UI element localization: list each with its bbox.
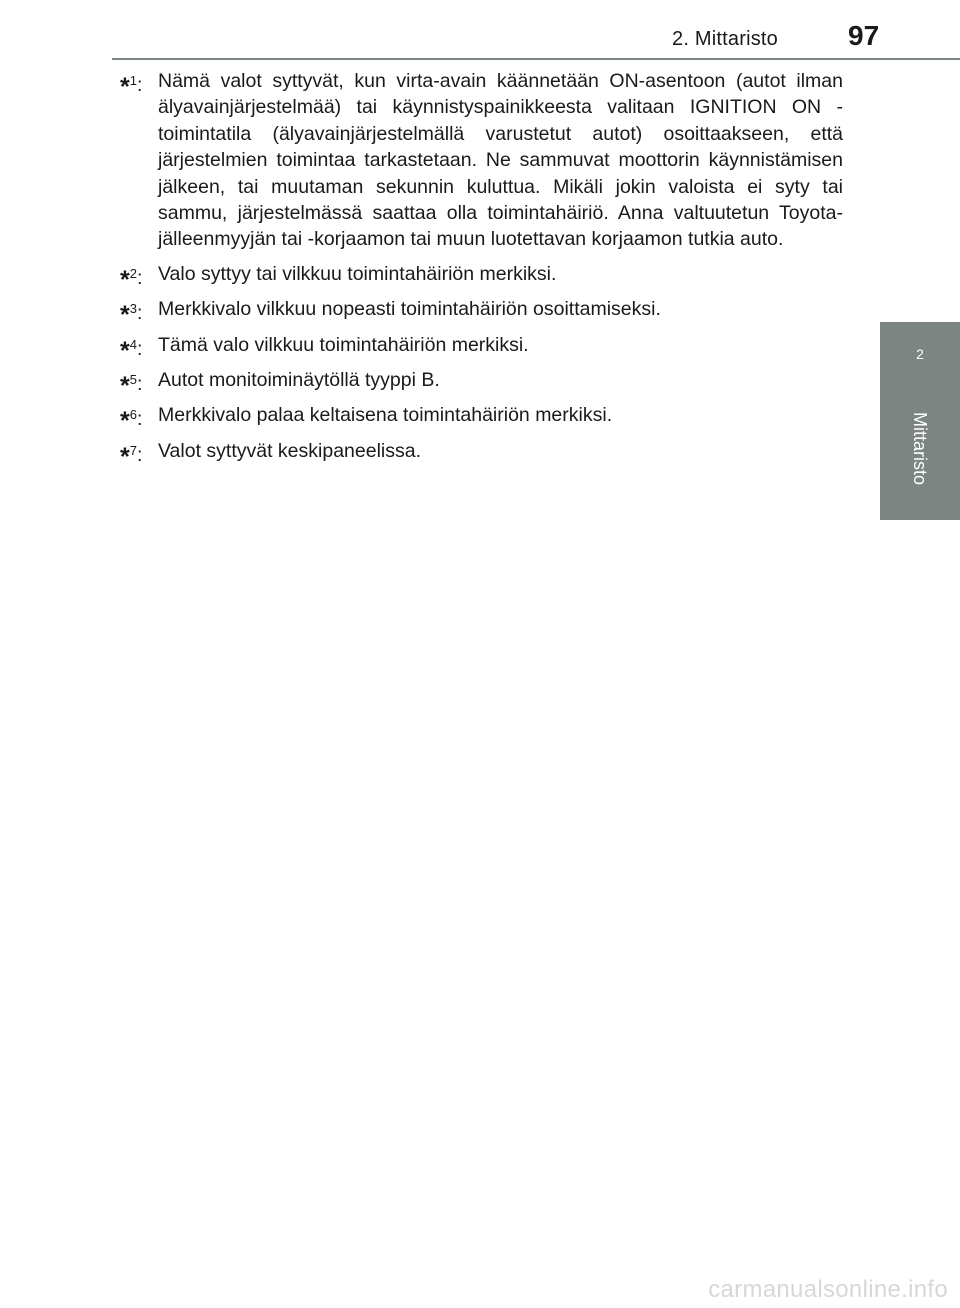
footnote-text: Tämä valo vilkkuu toimintahäiriön merkiksi. — [158, 333, 529, 356]
footnote-index: 7 — [129, 442, 137, 458]
footnote-1 — [120, 68, 843, 253]
section-title: 2. Mittaristo — [672, 28, 778, 50]
footnote-text: Nämä valot syttyvät, kun virta-avain käännetään ON-asentoon (autot ilman älyavainjärjestelmää) tai käynnistyspainikkeesta valitaan IGNITION ON -toimintatila (älyavainjärjestelmällä varustetut autot) osoittaakseen, että järjestelmien toimintaa tarkastetaan. Ne sammuvat moottorin käynnistämisen jälkeen, tai muutaman sekunnin kuluttua. Mikäli jokin valoista ei syty tai sammu, järjestelmässä saattaa olla toimintahäiriö. Anna valtuutetun Toyota-jälleenmyyjän tai -korjaamon tai muun luotettavan korjaamon tutkia auto. — [158, 70, 843, 251]
watermark-text: carmanualsonline.info — [708, 1276, 948, 1303]
asterisk-symbol: * — [120, 372, 130, 401]
footnote-marker: *$^6$: — [120, 407, 143, 436]
asterisk-symbol: * — [120, 407, 130, 436]
asterisk-symbol: * — [120, 301, 130, 330]
asterisk-symbol: * — [120, 442, 130, 471]
footnote-index: 2 — [129, 265, 137, 281]
footnote-5 — [120, 367, 843, 401]
chapter-tab-number: 2 — [916, 346, 924, 362]
footnote-text: Merkkivalo palaa keltaisena toimintahäiriön merkiksi. — [158, 404, 613, 427]
footnote-marker: *$^7$: — [120, 442, 143, 471]
footnote-index: 5 — [129, 372, 137, 388]
asterisk-symbol: * — [120, 265, 130, 294]
footnote-index: 6 — [129, 407, 137, 423]
footnote-7 — [120, 438, 843, 471]
footnote-list — [120, 68, 843, 471]
footnote-text: Valo syttyy tai vilkkuu toimintahäiriön merkiksi. — [158, 262, 557, 285]
page-number: 97 — [848, 20, 880, 51]
footnote-2 — [120, 261, 843, 294]
footnote-text: Autot monitoiminäytöllä tyyppi B. — [158, 369, 440, 392]
footnote-index: 3 — [129, 301, 137, 317]
header-divider — [112, 58, 960, 60]
footnote-marker: *$^1$: — [120, 73, 143, 101]
footnote-text: Valot syttyvät keskipaneelissa. — [158, 439, 422, 462]
footnote-text: Merkkivalo vilkkuu nopeasti toimintahäiriön osoittamiseksi. — [158, 298, 661, 321]
footnote-marker: *$^4$: — [120, 336, 143, 365]
footnote-marker: *$^3$: — [120, 301, 143, 330]
footnote-3 — [120, 296, 843, 330]
footnote-marker: *$^5$: — [120, 372, 143, 401]
asterisk-symbol: * — [120, 73, 130, 101]
chapter-tab-label: Mittaristo — [910, 412, 930, 486]
page-header — [0, 0, 960, 60]
footnote-4 — [120, 332, 843, 365]
footnote-marker: *$^2$: — [120, 265, 143, 294]
asterisk-symbol: * — [120, 336, 130, 365]
footnote-index: 4 — [129, 336, 137, 352]
footnote-6 — [120, 402, 843, 436]
footnote-index: 1 — [129, 73, 137, 88]
